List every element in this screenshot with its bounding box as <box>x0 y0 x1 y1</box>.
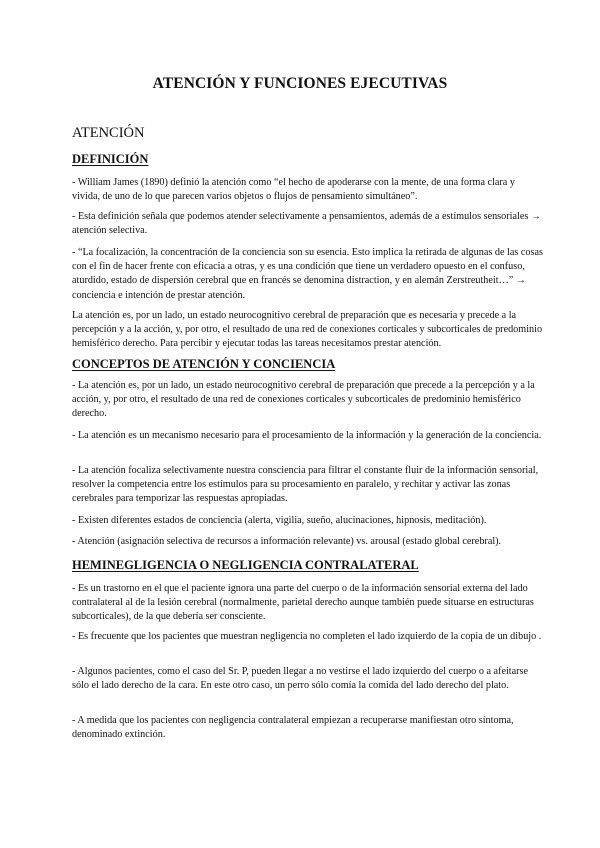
section-title: ATENCIÓN <box>72 125 145 141</box>
paragraph: - La atención es, por un lado, un estado neurocognitivo cerebral de preparación que precede a la percepción y a la acción, y, por otro, el resultado de una red de conexiones corticales y subcorticales de predominio hemisférico derecho. <box>72 380 535 420</box>
paragraph: - Esta definición señala que podemos atender selectivamente a pensamientos, además de a estímulos sensoriales → atención selectiva. <box>72 211 542 237</box>
paragraph: - Atención (asignación selectiva de recursos a información relevante) vs. arousal (estado global cerebral). <box>72 536 502 547</box>
paragraph: - Es un trastorno en el que el paciente ignora una parte del cuerpo o de la información sensorial externa del lado contralateral al de la lesión cerebral (normalmente, parietal derecho aunque también puede situarse en estructuras subcorticales), de la que debería ser consciente. <box>72 583 534 623</box>
paragraph: - Algunos pacientes, como el caso del Sr. P, pueden llegar a no vestirse el lado izquierdo del cuerpo o a afeitarse sólo el lado derecho de la cara. En este otro caso, un perro sólo comía la comida del lado derecho del plato. <box>72 666 529 692</box>
heading-heminegligencia: HEMINEGLIGENCIA O NEGLIGENCIA CONTRALATERAL <box>72 558 419 572</box>
heading-definicion: DEFINICIÓN <box>72 152 149 166</box>
paragraph: - Es frecuente que los pacientes que muestran negligencia no completen el lado izquierdo de la copia de un dibujo . <box>72 631 542 642</box>
paragraph: - La atención focaliza selectivamente nuestra consciencia para filtrar el constante fluir de la información sensorial, resolver la competencia entre los estímulos para su procesamiento en paralelo, y rechitar y activar las zonas cerebrales para temporizar las respuestas apropiadas. <box>72 465 539 505</box>
paragraph: La atención es, por un lado, un estado neurocognitivo cerebral de preparación que es necesaria y precede a la percepción y a la acción, y, por otro, el resultado de una red de conexiones corticales y subcorticales de predominio hemisférico derecho. Para percibir y ejecutar todas las tareas necesitamos prestar atención. <box>72 310 543 350</box>
paragraph: - A medida que los pacientes con negligencia contralateral empiezan a recuperarse manifiestan otro síntoma, denominado extinción. <box>72 715 514 741</box>
paragraph: - Existen diferentes estados de conciencia (alerta, vigilia, sueño, alucinaciones, hipnosis, meditación). <box>72 515 487 526</box>
heading-conceptos: CONCEPTOS DE ATENCIÓN Y CONCIENCIA <box>72 357 336 371</box>
paragraph: - “La focalización, la concentración de la conciencia son su esencia. Esto implica la retirada de algunas de las cosas con el fin de hacer frente con eficacia a otras, y es una condición que tiene un verdadero opuesto en el confuso, aturdido, estado de dispersión cerebral que en francés se denomina distraction, y en alemán Zerstreutheit…” → conciencia e intención de prestar atención. <box>72 247 543 301</box>
paragraph: - William James (1890) definió la atención como “el hecho de apoderarse con la mente, de una forma clara y vivida, de uno de lo que parecen varios objetos o flujos de pensamiento simultáneo”. <box>72 177 515 203</box>
paragraph: - La atención es un mecanismo necesario para el procesamiento de la información y la generación de la conciencia. <box>72 430 542 441</box>
document-title: ATENCIÓN Y FUNCIONES EJECUTIVAS <box>152 75 448 92</box>
